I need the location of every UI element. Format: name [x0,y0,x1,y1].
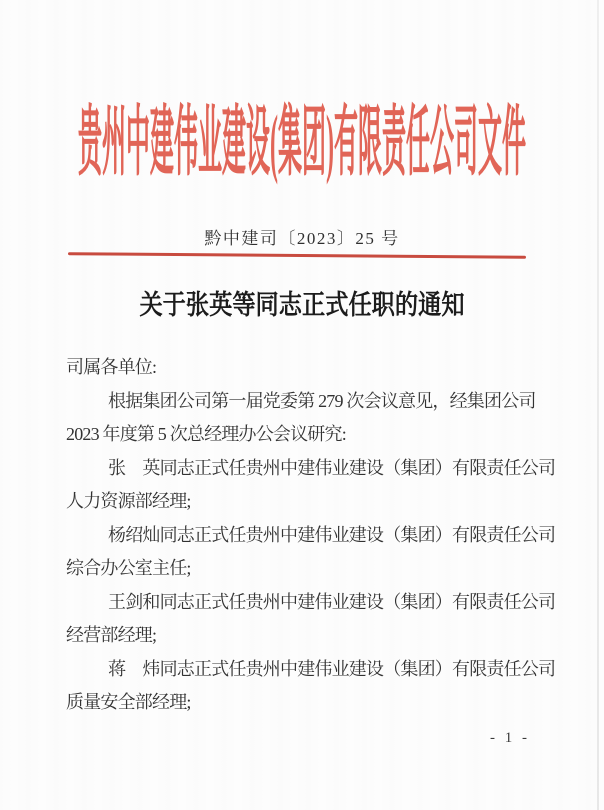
page-number: - 1 - [490,730,530,746]
body-line: 根据集团公司第一届党委第 279 次会议意见，经集团公司 [108,390,536,411]
document-body [66,351,556,720]
body-line: 蒋 炜同志正式任贵州中建伟业建设（集团）有限责任公司 [108,658,556,679]
body-line: 2023 年度第 5 次总经理办公会议研究: [66,424,346,444]
letterhead [0,93,604,187]
document-title-text: 关于张英等同志正式任职的通知 [139,289,465,320]
body-line: 综合办公室主任; [66,558,191,578]
body-line: 质量安全部经理; [66,692,191,712]
letterhead-text: 贵州中建伟业建设(集团)有限责任公司文件 [78,103,526,187]
body-line: 张 英同志正式任贵州中建伟业建设（集团）有限责任公司 [108,457,556,478]
body-line: 人力资源部经理; [66,491,191,511]
body-line: 杨绍灿同志正式任贵州中建伟业建设（集团）有限责任公司 [108,524,556,545]
red-divider-rule [68,252,526,259]
body-line: 司属各单位: [66,357,157,377]
body-line: 经营部经理; [66,625,157,645]
document-number: 黔中建司〔2023〕25 号 [204,229,400,248]
document-title [0,284,604,320]
body-line: 王剑和同志正式任贵州中建伟业建设（集团）有限责任公司 [108,591,556,612]
